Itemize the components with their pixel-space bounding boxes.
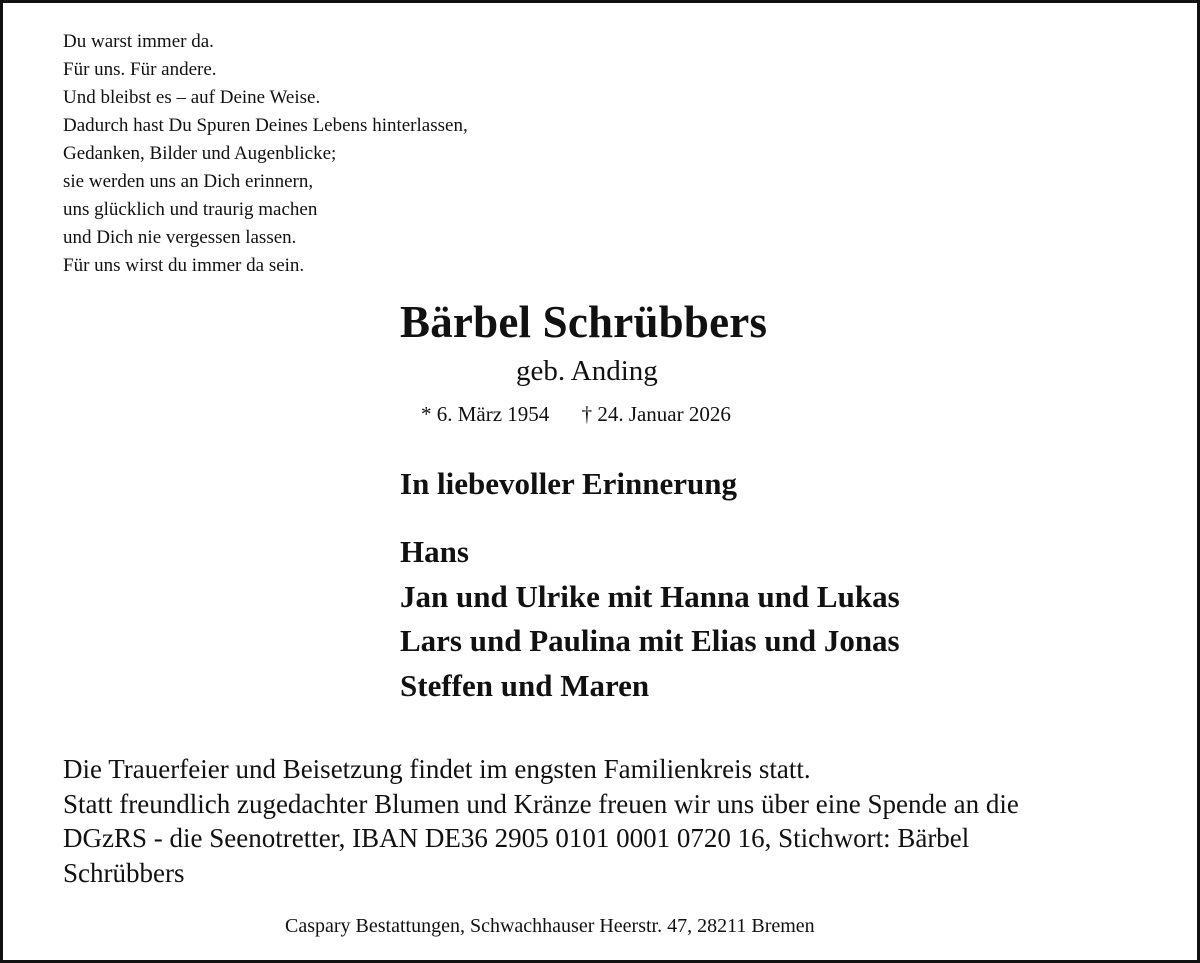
poem-line: und Dich nie vergessen lassen. <box>63 227 297 248</box>
family-member: Steffen und Maren <box>400 668 650 704</box>
family-member: Lars und Paulina mit Elias und Jonas <box>400 623 900 659</box>
deceased-name: Bärbel Schrübbers <box>400 297 768 347</box>
funeral-notice <box>63 752 1143 890</box>
poem-line: Für uns wirst du immer da sein. <box>63 255 305 276</box>
notice-line: Die Trauerfeier und Beisetzung findet im engsten Familienkreis statt. <box>63 754 811 784</box>
family-list <box>400 530 900 709</box>
poem-line: Gedanken, Bilder und Augenblicke; <box>63 143 337 164</box>
death-date: † 24. Januar 2026 <box>581 402 731 426</box>
poem-line: Dadurch hast Du Spuren Deines Lebens hinterlassen, <box>63 115 468 136</box>
poem <box>63 28 468 280</box>
family-member: Hans <box>400 534 469 569</box>
poem-line: sie werden uns an Dich erinnern, <box>63 171 314 192</box>
maiden-name: geb. Anding <box>516 355 658 387</box>
poem-line: Und bleibst es – auf Deine Weise. <box>63 87 321 108</box>
family-member: Jan und Ulrike mit Hanna und Lukas <box>400 578 900 614</box>
notice-line: Statt freundlich zugedachter Blumen und Kränze freuen wir uns über eine Spende an die <box>63 788 1019 819</box>
memory-heading: In liebevoller Erinnerung <box>400 466 738 501</box>
birth-date: * 6. März 1954 <box>421 402 550 426</box>
undertaker-address: Caspary Bestattungen, Schwachhauser Heerstr. 47, 28211 Bremen <box>285 915 815 937</box>
notice-line: DGzRS - die Seenotretter, IBAN DE36 2905 0101 0001 0720 16, Stichwort: Bärbel <box>63 823 970 853</box>
poem-line: Für uns. Für andere. <box>63 59 217 80</box>
poem-line: Du warst immer da. <box>63 31 214 52</box>
life-dates <box>421 402 731 427</box>
notice-line: Schrübbers <box>63 857 185 888</box>
poem-line: uns glücklich und traurig machen <box>63 199 318 220</box>
